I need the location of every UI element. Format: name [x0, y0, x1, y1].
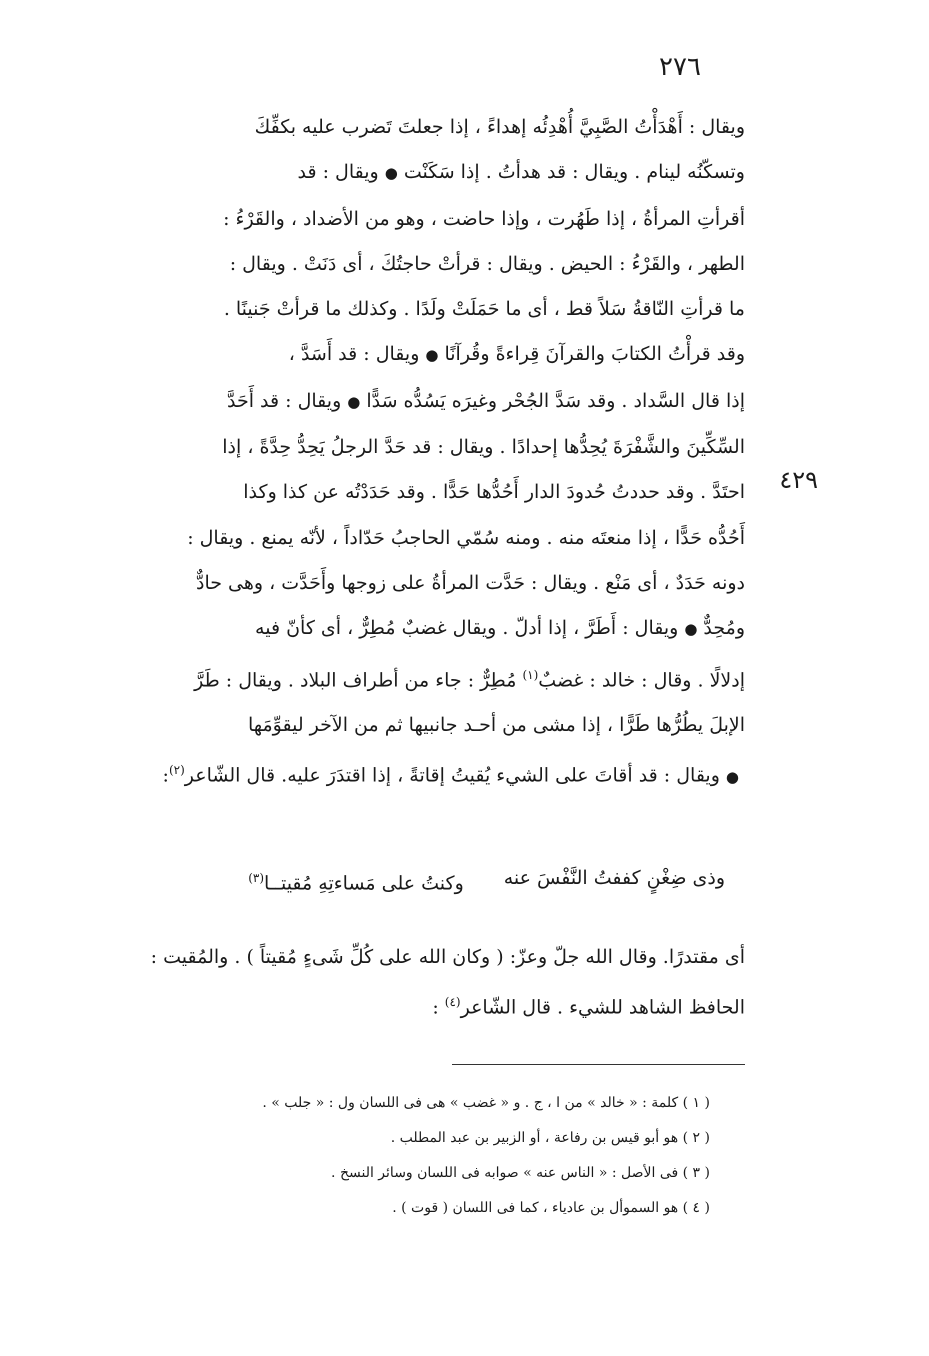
margin-page-reference: ٤٢٩: [779, 466, 818, 494]
bullet-icon: ●: [684, 620, 698, 639]
bullet-icon: ●: [384, 164, 398, 183]
footnote-ref: (٤): [444, 995, 461, 1009]
footnote-ref: (٢): [168, 763, 185, 778]
text-line: ●ويقال : قد أقاتَ على الشيء يُقيتُ إقاتةً ، إذا اقتدَرَ عليه. قال الشّاعر$^{(٢)}$:: [120, 748, 745, 800]
page-number: ٢٧٦: [659, 52, 701, 82]
text-line: أقرأتِ المرأةُ ، إذا طَهُرت ، وإذا حاضت ، وهو من الأضداد ، والقَرْءُ :: [223, 207, 745, 230]
text-line: وقد قرأْتُ الكتابَ والقرآنَ قِراءةً وقُرآنًا●ويقال : قد أَسَدَّ ،: [288, 343, 745, 366]
text-line: أى مقتدرًا. وقال الله جلّ وعزّ: ( وكان الله على كُلِّ شَىءٍ مُقيتاً ) . والمُقيت :: [150, 946, 745, 968]
verse-first-hemistich: وذى ضِغْنٍ كففتُ النَّفْسَ عنه: [503, 867, 725, 889]
poem-verse: [120, 858, 745, 903]
bullet-icon: ●: [347, 392, 361, 411]
text-line: الحافظ الشاهد للشيء . قال الشّاعر$^{(٤)}$ :: [432, 995, 745, 1019]
text-line: السِّكِّينَ والشَّفْرَةَ يُحِدُّها إحدادًا . ويقال : قد حَدَّ الرجلُ يَحِدُّ حِدَّةً ، إذا: [222, 436, 745, 459]
continuation-text: [120, 935, 745, 1030]
footnote: ( ٢ ) هو أبو قيس بن رفاعة ، أو الزبير بن عبد المطلب .: [390, 1130, 710, 1146]
text-line: دونه حَدَدٌ ، أى مَنْع . ويقال : حَدَّت المرأةُ على زوجها وأَحَدَّت ، وهى حادٌّ: [196, 571, 745, 594]
bullet-icon: ●: [425, 346, 439, 365]
text-line: أَحُدُّه حَدًّا ، إذا منعتَه منه . ومنه سُمّي الحاجبُ حَدّاداً ، لأنّه يمنع . ويقال :: [187, 526, 745, 549]
text-line: ويقال : أَهْدَأْتُ الصَّبِيَّ أُهْدِئُه إهداءً ، إذا جعلتَ تَضرب عليه بكفِّكَ: [254, 116, 745, 138]
text-line: احتَدَّ . وقد حددتُ حُدودَ الدار أَحُدُّها حَدًّا . وقد حَدَدْتُه عن كذا وكذا: [243, 481, 745, 504]
text-line: الإبلَ يطُرُّها طَرًّا ، إذا مشى من أحـد جانبيها ثم من الآخر ليقوِّمَها: [247, 714, 745, 737]
text-line: ما قرأتِ النّاقةُ سَلاً قط ، أى ما حَمَلَتْ ولَدًا . وكذلك ما قرأتْ جَنينًا .: [223, 298, 745, 321]
text-line: ومُحِدٌّ●ويقال : أَطَرَّ ، إذا أدلّ . ويقال غضبٌ مُطِرٌّ ، أى كأنّ فيه: [255, 617, 745, 640]
bullet-icon: ●: [725, 767, 739, 786]
footnotes-list: [120, 1086, 710, 1226]
footnote-ref: (٣): [248, 871, 265, 885]
footnote: ( ٣ ) فى الأصل : « الناس عنه » صوابه فى اللسان وسائر النسخ .: [331, 1165, 710, 1181]
text-line: وتسكّنُه لينام . ويقال : قد هدأتُ . إذا سَكَنْت●ويقال : قد: [297, 161, 745, 184]
footnote: ( ٤ ) هو السموأل بن عادياء ، كما فى اللسان ( قوت ) .: [392, 1200, 710, 1216]
text-line: إذا قال السَّداد . وقد سَدَّ الجُحْر وغيرَه يَسُدُّه سَدًّا●ويقال : قد أَحَدَّ: [227, 389, 745, 412]
verse-second-hemistich: وكنتُ على مَساءتِهِ مُقيتــا$^{(٣)}$: [248, 871, 464, 895]
text-line: إدلالًا . وقال : خالد : غضبٌ$^{(١)}$ مُطِرٌّ : جاء من أطراف البلاد . ويقال : طَرَّ: [194, 667, 745, 691]
footnote: ( ١ ) كلمة : « خالد » من ا ، ج . و « غضب » هى فى اللسان ول : « جلب » .: [262, 1095, 710, 1111]
footnote-divider: [452, 1064, 745, 1065]
main-text: [120, 105, 745, 800]
footnote-ref: (١): [522, 667, 539, 682]
text-line: الطهر ، والقَرْءُ : الحيض . ويقال : قرأتْ حاجتُكَ ، أى دَنَتْ . ويقال :: [229, 252, 745, 275]
